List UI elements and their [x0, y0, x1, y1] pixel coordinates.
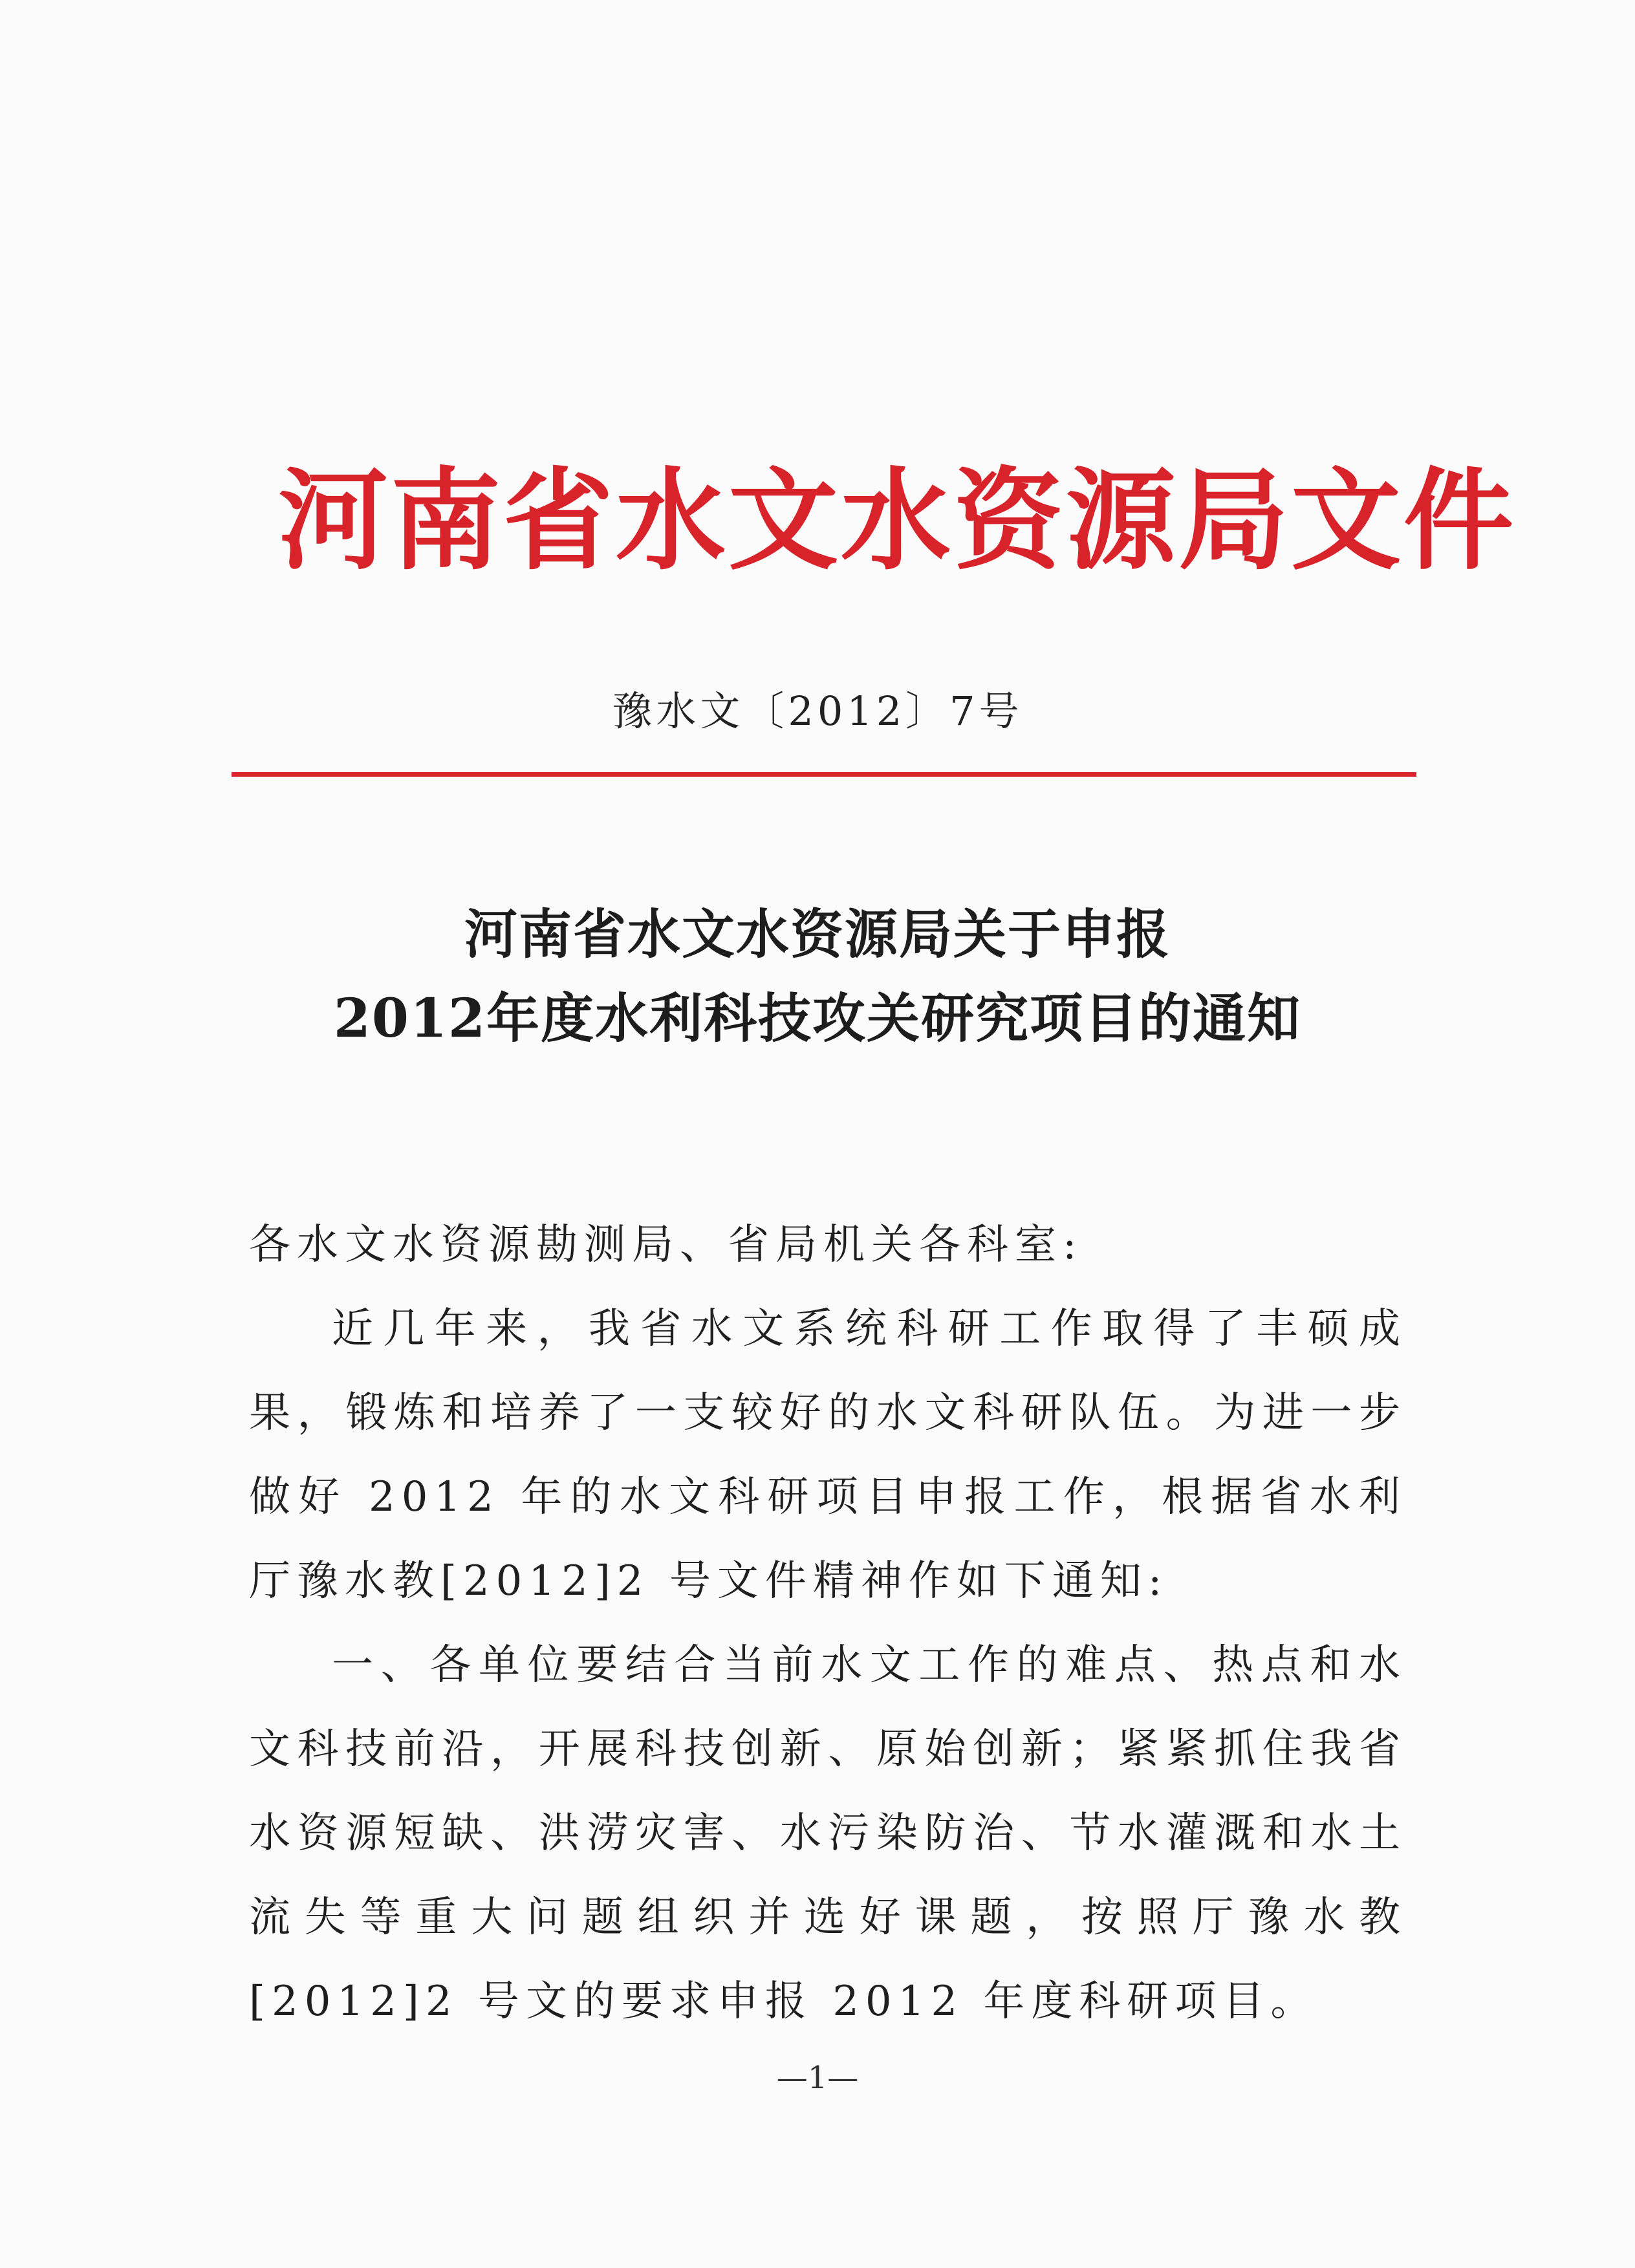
document-number: 豫水文〔2012〕7号 [612, 687, 1023, 735]
notice-body [249, 1203, 1407, 2044]
body-paragraph: 一、各单位要结合当前水文工作的难点、热点和水文科技前沿，开展科技创新、原始创新；紧紧抓住我省水资源短缺、洪涝灾害、水污染防治、节水灌溉和水土流失等重大问题组织并选好课题，按照厅豫水教[2012]2 号文的要求申报 2012 年度科研项目。 [249, 1641, 1407, 2025]
red-divider-line [232, 772, 1416, 777]
notice-title-line-1: 河南省水文水资源局关于申报 [464, 903, 1171, 966]
salutation: 各水文水资源勘测局、省局机关各科室: [249, 1221, 1083, 1269]
page-number: —1— [776, 2060, 859, 2096]
notice-title-line-2: 2012年度水利科技攻关研究项目的通知 [333, 988, 1302, 1050]
body-paragraph: 近几年来，我省水文系统科研工作取得了丰硕成果，锻炼和培养了一支较好的水文科研队伍。为进一步做好 2012 年的水文科研项目申报工作，根据省水利厅豫水教[2012]2 号文件精神作如下通知: [249, 1305, 1407, 1605]
agency-header-title: 河南省水文水资源局文件 [278, 456, 1517, 585]
